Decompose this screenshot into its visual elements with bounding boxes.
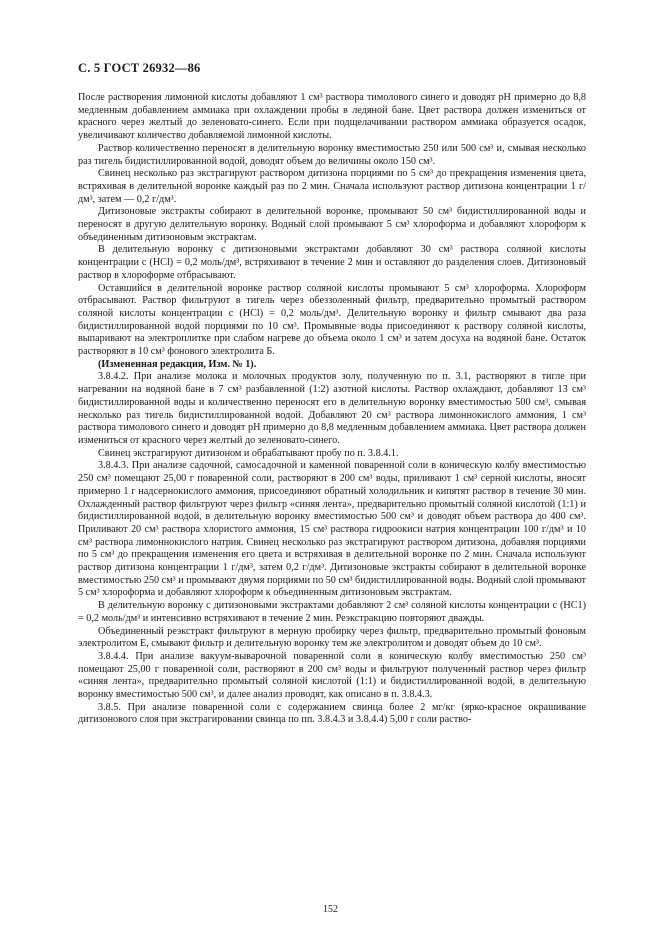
paragraph: Свинец несколько раз экстрагируют раствором дитизона порциями по 5 см³ до прекращения изменения цвета, встряхивая в делительной воронке каждый раз по 2 мин. Сначала используют раствор дитизона концентрации 1 г/дм³, затем — 0,2 г/дм³. [78,168,586,205]
paragraph: 3.8.4.2. При анализе молока и молочных продуктов золу, полученную по п. 3.1, растворяют в тигле при нагревании на водяной бане в 7 см³ разбавленной (1:2) азотной кислоты. Раствор охлаждают, добавляют 13 см³ бидистиллированной воды и количественно переносят его в делительную воронку вместимостью 500 см³, смывая несколько раз тигель бидистиллированной водой. Добавляют 20 см³ раствора лимоннокислого аммония, 1 см³ раствора тимолового синего и доводят pH примерно до 8,8 медленным добавлением аммиака. Цвет раствора должен измениться от красного через желтый до зеленовато-синего. [78,371,586,446]
paragraph: В делительную воронку с дитизоновыми экстрактами добавляют 2 см³ соляной кислоты концентрации c (HC1) = 0,2 моль/дм³ и интенсивно встряхивают в течение 2 мин. Реэкстракцию повторяют дважды. [78,600,586,624]
paragraph: В делительную воронку с дитизоновыми экстрактами добавляют 30 см³ раствора соляной кислоты концентрации c (HCl) = 0,2 моль/дм³, встряхивают в течение 2 мин и оставляют до разделения слоев. Дитизоновый раствор в хлороформе отбрасывают. [78,244,586,281]
revision-note: (Измененная редакция, Изм. № 1). [98,358,257,370]
paragraph: 3.8.4.3. При анализе садочной, самосадочной и каменной поваренной соли в коническую колбу вместимостью 250 см³ помещают 25,00 г поваренной соли, растворяют в 200 см³ воды, приливают 1 см³ серной кислоты, вносят примерно 1 г надсернокислого аммония, присоединяют обратный холодильник и кипятят раствор в течение 30 мин. Охлажденный раствор фильтруют через фильтр «синяя лента», предварительно промытый соляной кислотой (1:1) и бидистиллированной водой, в делительную воронку вместимостью 500 см³ и доводят объем раствора до 400 см³. Приливают 20 см³ раствора хлористого аммония, 15 см³ раствора гидроокиси натрия концентрации 100 г/дм³ и 10 см³ раствора лимоннокислого натрия. Свинец несколько раз экстрагируют раствором дитизона, добавляя порциями по 5 см³ до прекращения изменения его цвета и встряхивая в делительной воронке по 2 мин. Сначала используют раствор дитизона концентрации 1 г/дм³, затем 0,2 г/дм³. Дитизоновые экстракты собирают в делительной воронке вместимостью 250 см³ и промывают двумя порциями по 50 см³ бидистиллированной воды. Водный слой промывают 5 см³ хлороформа и добавляют хлороформ к объединенным дитизоновым экстрактам. [78,460,587,599]
paragraph: Объединенный реэкстракт фильтруют в мерную пробирку через фильтр, предварительно промытый фоновым электролитом Е, смывают фильтр и делительную воронку тем же электролитом и доводят объем до 10 см³. [78,625,586,650]
page-header: С. 5 ГОСТ 26932—86 [78,61,201,75]
paragraph: После растворения лимонной кислоты добавляют 1 см³ раствора тимолового синего и доводят pH примерно до 8,8 медленным добавлением аммиака при охлаждении пробы в ледяной бане. Цвет раствора должен измениться от красного через желтый до зеленовато-синего. Если при подщелачивании раствором аммиака образуется осадок, увеличивают количество добавляемой лимонной кислоты. [78,92,586,142]
document-body [78,92,586,727]
paragraph: Оставшийся в делительной воронке раствор соляной кислоты промывают 5 см³ хлороформа. Хлороформ отбрасывают. Раствор фильтруют в тигель через обеззоленный фильтр, предварительно промытый раствором соляной кислоты концентрации c (HCl) = 0,2 моль/дм³. Делительную воронку и фильтр смывают два раза бидистиллированной водой порциями по 10 см³. Промывные воды присоединяют к раствору соляной кислоты, выпаривают на электроплитке при слабом нагреве до объема около 1 см³ и затем досуха на водяной бане. Остаток растворяют в 10 см³ фонового электролита Б. [78,282,586,358]
paragraph: Раствор количественно переносят в делительную воронку вместимостью 250 или 500 см³ и, смывая несколько раз тигель бидистиллированной водой, доводят объем до величины около 150 см³. [78,142,586,167]
paragraph: Свинец экстрагируют дитизоном и обрабатывают пробу по п. 3.8.4.1. [98,447,399,459]
paragraph: Дитизоновые экстракты собирают в делительной воронке, промывают 50 см³ бидистиллированной воды и переносят в другую делительную воронку. Водный слой промывают 5 см³ хлороформа и добавляют хлороформ к объединенным дитизоновым экстрактам. [78,206,586,243]
paragraph: 3.8.4.4. При анализе вакуум-выварочной поваренной соли в коническую колбу вместимостью 250 см³ помещают 25,00 г поваренной соли, растворяют в 200 см³ воды и фильтруют полученный раствор через фильтр «синяя лента», предварительно промытый соляной кислотой (1:1) и бидистиллированной водой, в делительную воронку вместимостью 500 см³, и далее анализ проводят, как описано в п. 3.8.4.3. [78,650,586,701]
page-number: 152 [323,904,338,915]
paragraph: 3.8.5. При анализе поваренной соли с содержанием свинца более 2 мг/кг (ярко-красное окрашивание дитизонового слоя при экстрагировании свинца по пп. 3.8.4.3 и 3.8.4.4) 5,00 г соли раство- [78,701,586,726]
